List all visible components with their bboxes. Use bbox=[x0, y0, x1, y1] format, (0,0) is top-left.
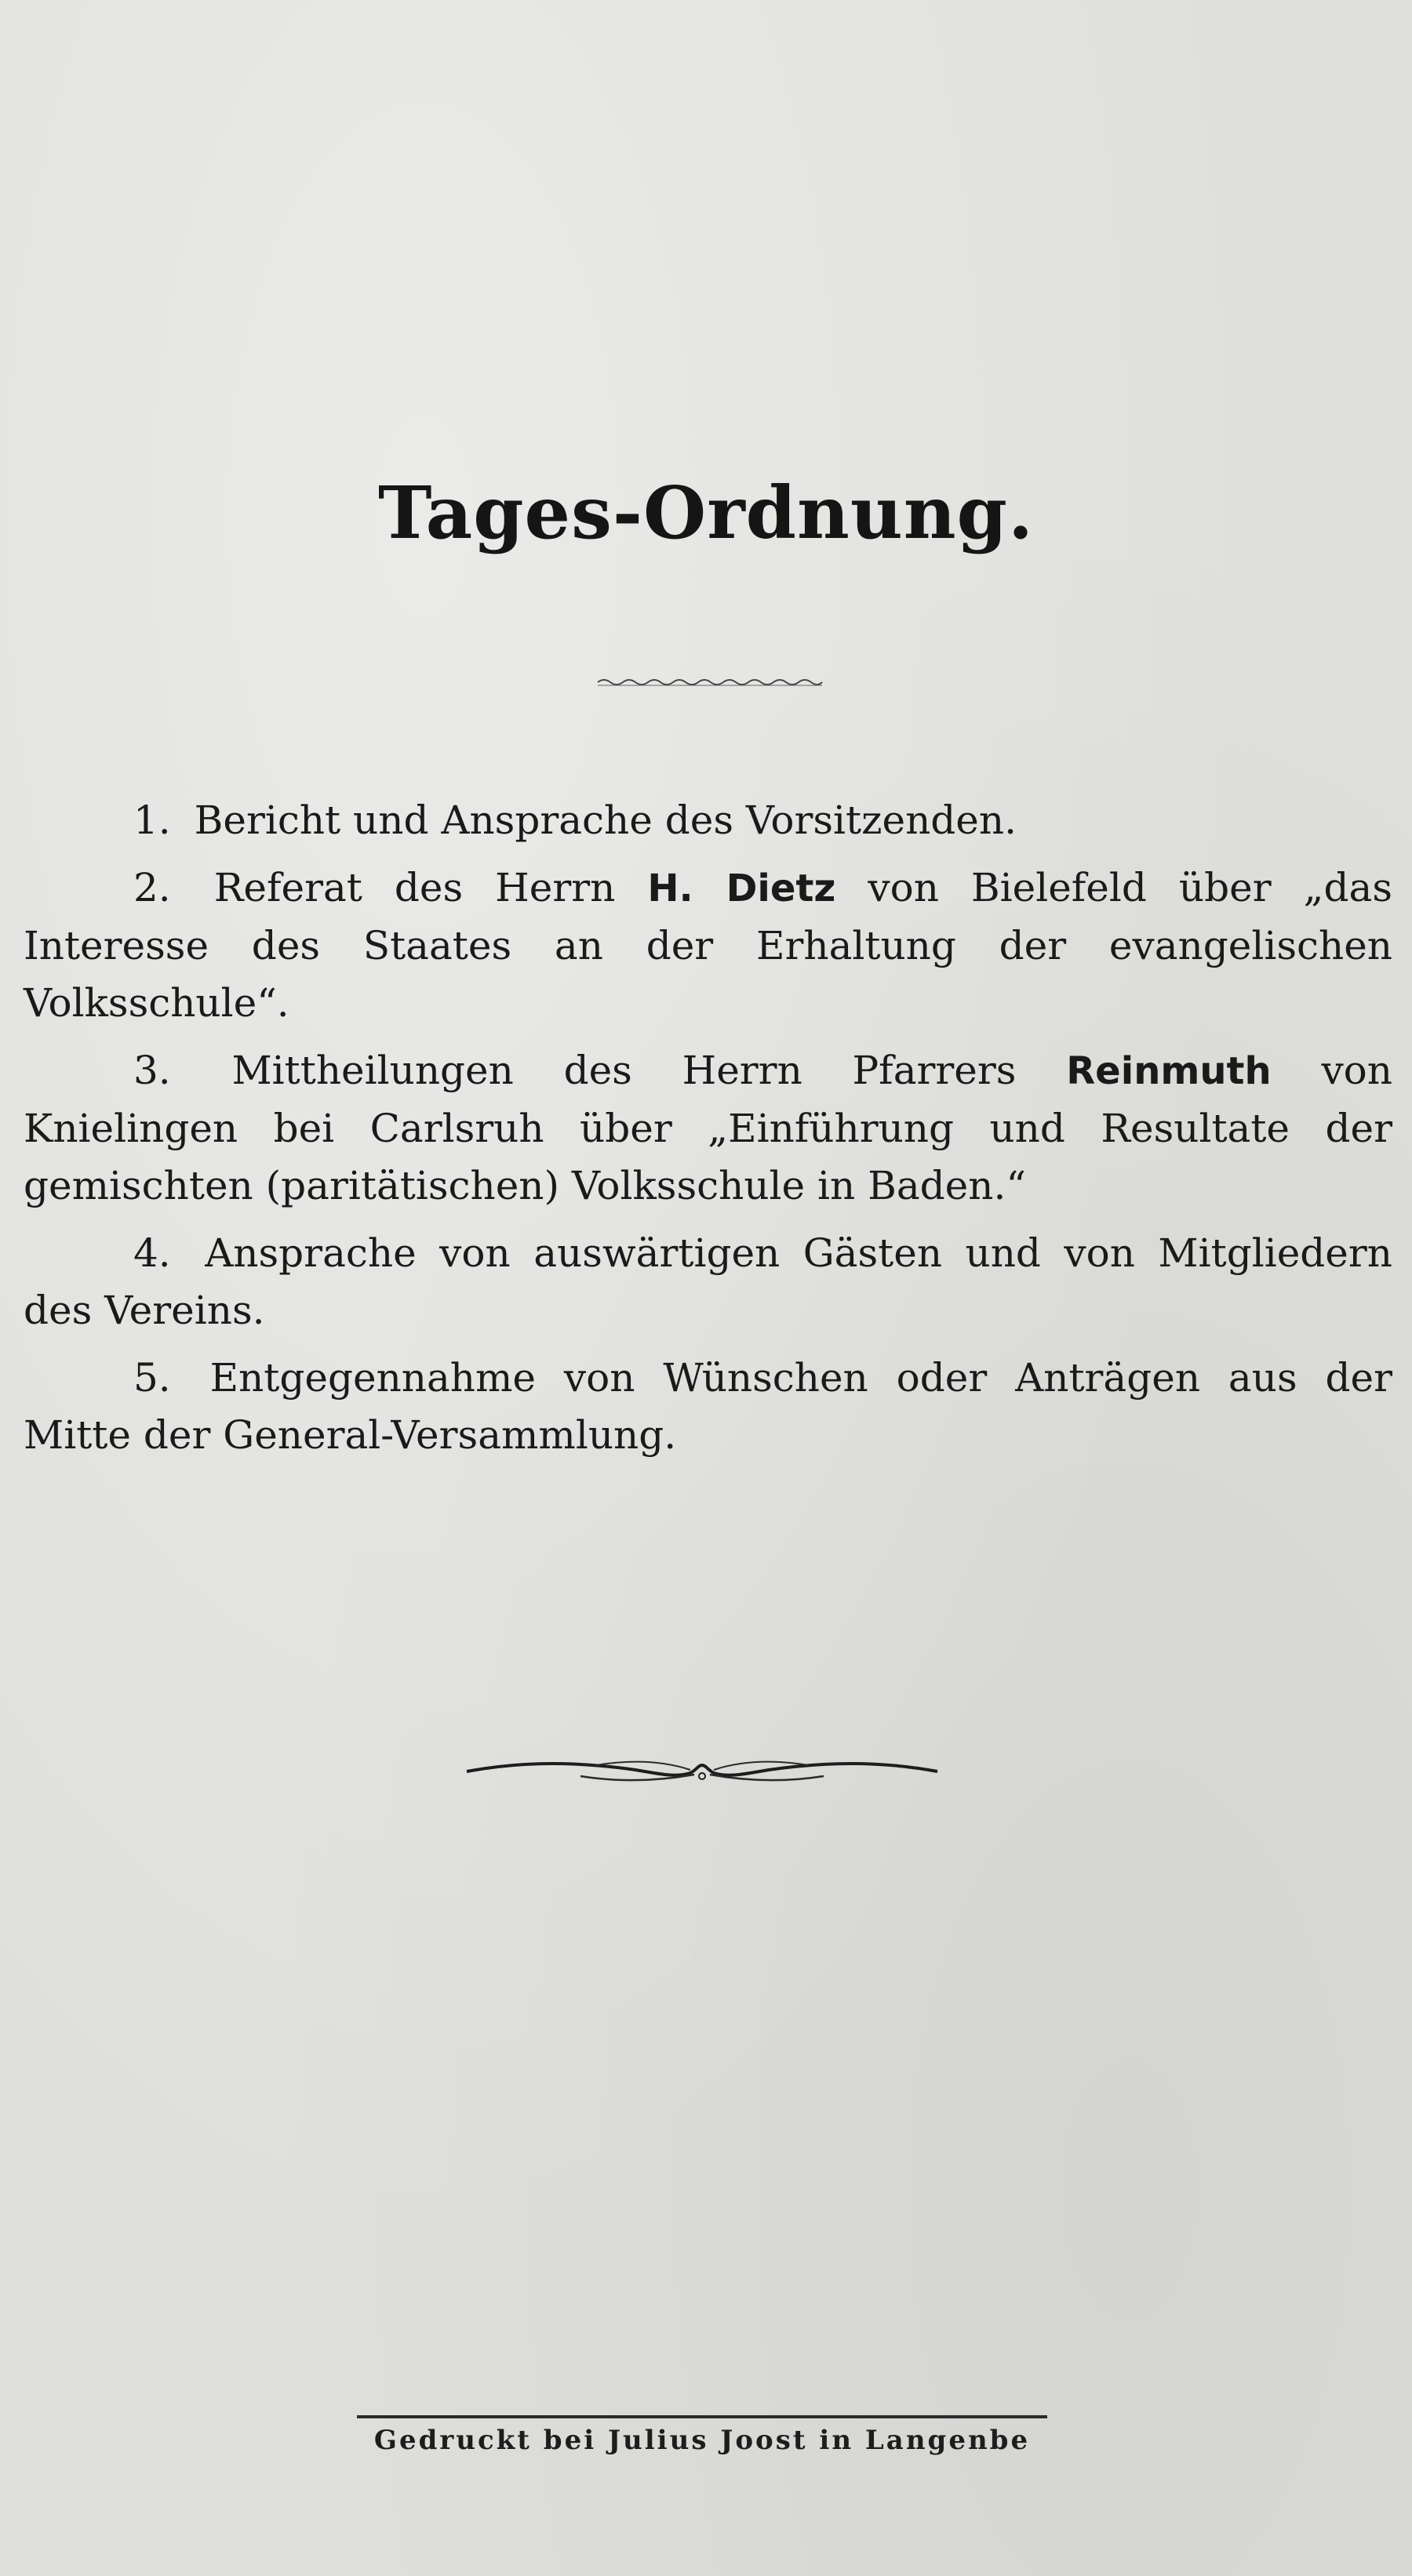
agenda-item-text: Ansprache von auswärtigen Gästen und von Mitgliedern des Vereins. bbox=[24, 1230, 1392, 1333]
agenda-list bbox=[24, 792, 1392, 1474]
agenda-item-number: 2. bbox=[133, 865, 171, 910]
agenda-item-1 bbox=[24, 792, 1392, 849]
page-title: Tages-Ordnung. bbox=[377, 471, 1035, 555]
agenda-item-number: 4. bbox=[133, 1230, 171, 1276]
printer-imprint: Gedruckt bei Julius Joost in Langenbe bbox=[373, 2425, 1031, 2456]
agenda-item-3 bbox=[24, 1042, 1392, 1215]
agenda-item-2 bbox=[24, 859, 1392, 1032]
agenda-item-text-before: Referat des Herrn bbox=[213, 865, 616, 910]
agenda-item-4 bbox=[24, 1225, 1392, 1339]
agenda-item-number: 3. bbox=[133, 1048, 171, 1093]
agenda-item-5 bbox=[24, 1350, 1392, 1464]
agenda-item-text: Bericht und Ansprache des Vorsitzenden. bbox=[194, 798, 1017, 843]
agenda-item-text-after: von Knielingen bei Carlsruh über „Einführung und Resultate der gemischten (paritätischen) Volksschule in Baden.“ bbox=[24, 1048, 1392, 1208]
agenda-item-number: 1. bbox=[133, 798, 171, 843]
ornament-divider bbox=[463, 1753, 941, 1789]
speaker-name: H. Dietz bbox=[647, 867, 836, 910]
footer-rule bbox=[357, 2415, 1047, 2418]
title-divider bbox=[596, 676, 824, 689]
agenda-item-text-before: Mittheilungen des Herrn Pfarrers bbox=[231, 1048, 1017, 1093]
agenda-item-text-after: von Bielefeld über „das Interesse des Staates an der Erhaltung der evangelischen Volksschule“. bbox=[24, 865, 1392, 1026]
agenda-item-text: Entgegennahme von Wünschen oder Anträgen aus der Mitte der General-Versammlung. bbox=[24, 1355, 1392, 1458]
agenda-item-number: 5. bbox=[133, 1355, 171, 1401]
speaker-name: Reinmuth bbox=[1066, 1049, 1272, 1093]
